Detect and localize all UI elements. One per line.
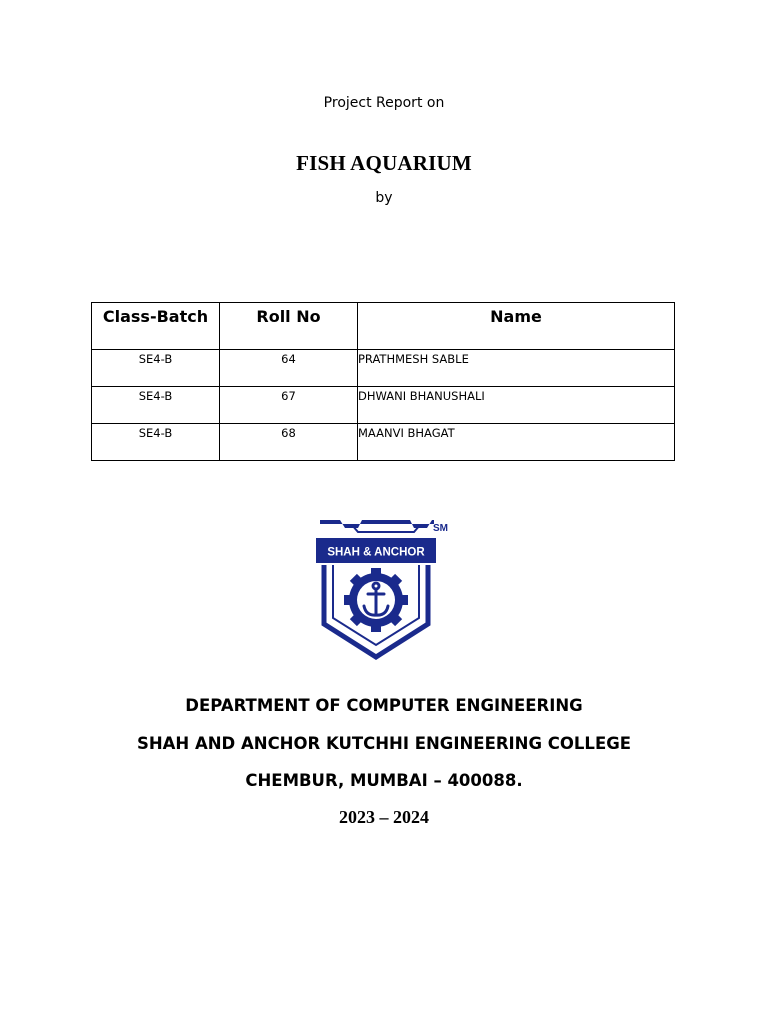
cell-roll-no: 67 bbox=[220, 387, 358, 424]
logo-service-mark: SM bbox=[433, 523, 448, 534]
cell-name: PRATHMESH SABLE bbox=[358, 350, 675, 387]
academic-year: 2023 – 2024 bbox=[339, 807, 429, 827]
department-name: DEPARTMENT OF COMPUTER ENGINEERING bbox=[185, 696, 583, 715]
report-subtitle: Project Report on bbox=[323, 95, 445, 111]
college-address: CHEMBUR, MUMBAI – 400088. bbox=[245, 771, 523, 790]
table-row bbox=[92, 424, 675, 461]
cell-class-batch: SE4-B bbox=[92, 424, 220, 461]
column-header-name: Name bbox=[358, 303, 675, 350]
logo-banner-text: SHAH & ANCHOR bbox=[327, 546, 425, 559]
college-logo bbox=[312, 514, 460, 662]
cell-roll-no: 68 bbox=[220, 424, 358, 461]
cell-class-batch: SE4-B bbox=[92, 387, 220, 424]
column-header-roll-no: Roll No bbox=[220, 303, 358, 350]
cell-name: MAANVI BHAGAT bbox=[358, 424, 675, 461]
cell-class-batch: SE4-B bbox=[92, 350, 220, 387]
by-label: by bbox=[375, 190, 393, 206]
cell-roll-no: 64 bbox=[220, 350, 358, 387]
cell-name: DHWANI BHANUSHALI bbox=[358, 387, 675, 424]
college-name: SHAH AND ANCHOR KUTCHHI ENGINEERING COLLEGE bbox=[136, 734, 632, 753]
project-title: FISH AQUARIUM bbox=[296, 151, 472, 175]
table-row bbox=[92, 387, 675, 424]
table-row bbox=[92, 350, 675, 387]
members-table bbox=[91, 302, 675, 461]
table-header-row bbox=[92, 303, 675, 350]
column-header-class-batch: Class-Batch bbox=[92, 303, 220, 350]
